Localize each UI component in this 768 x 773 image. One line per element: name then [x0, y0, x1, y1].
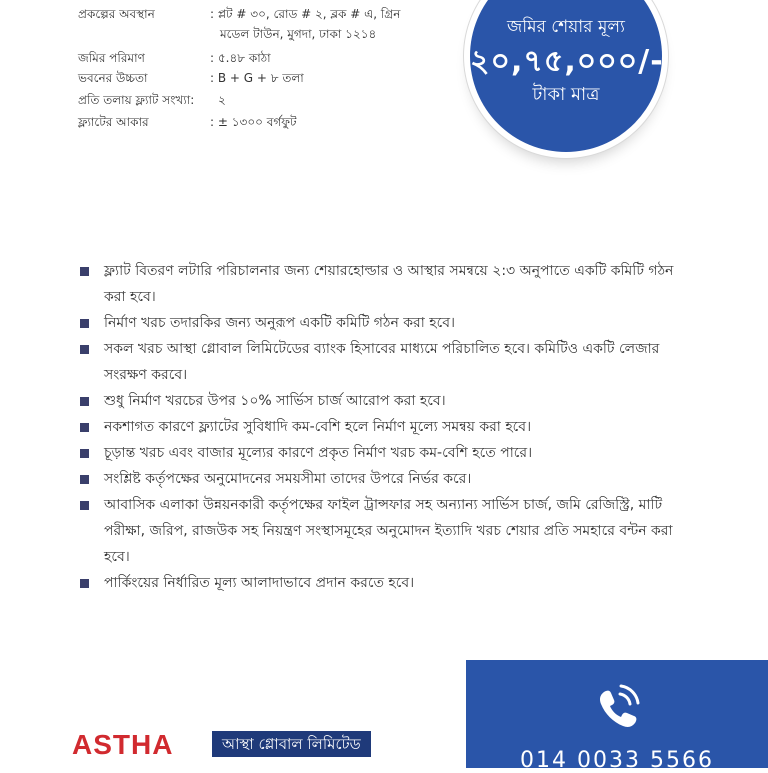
term-text: চূড়ান্ত খরচ এবং বাজার মূল্যের কারণে প্রকৃত নির্মাণ খরচ কম-বেশি হতে পারে। — [104, 445, 533, 461]
height-value: : B + G + ৮ তলা — [210, 71, 304, 85]
list-item — [78, 414, 698, 440]
size-value: : ± ১৩০০ বর্গফুট — [210, 115, 297, 129]
bullet-icon — [80, 267, 89, 276]
terms-list — [78, 258, 698, 596]
price-unit: টাকা মাত্র — [532, 84, 600, 105]
term-text: ফ্ল্যাট বিতরণ লটারি পরিচালনার জন্য শেয়ারহোল্ডার ও আস্থার সমন্বয়ে ২:৩ অনুপাতে একটি কমিটি গঠন করা হবে। — [104, 263, 674, 305]
bullet-icon — [80, 449, 89, 458]
term-text: সকল খরচ আস্থা গ্লোবাল লিমিটেডের ব্যাংক হিসাবের মাধ্যমে পরিচালিত হবে। কমিটিও একটি লেজার সংরক্ষণ করবে। — [104, 341, 660, 383]
bullet-icon — [80, 579, 89, 588]
bullet-icon — [80, 501, 89, 510]
term-text: শুধু নির্মাণ খরচের উপর ১০% সার্ভিস চার্জ আরোপ করা হবে। — [104, 393, 446, 409]
price-badge — [470, 0, 662, 152]
term-text: আবাসিক এলাকা উন্নয়নকারী কর্তৃপক্ষের ফাইল ট্রান্সফার সহ অন্যান্য সার্ভিস চার্জ, জমি রেজিস্ট্রি, মাটি পরীক্ষা, জরিপ, রাজউক সহ নিয়ন্ত্রণ সংস্থাসমূহের অনুমোদন ইত্যাদি খরচ শেয়ার প্রতি সমহারে বন্টন করা হবে। — [104, 497, 673, 565]
bullet-icon — [80, 475, 89, 484]
price-amount: ২০,৭৫,০০০/- — [470, 44, 664, 79]
bullet-icon — [80, 423, 89, 432]
list-item — [78, 570, 698, 596]
list-item — [78, 258, 698, 310]
price-line2: জমির শেয়ার মূল্য — [507, 17, 625, 37]
location-label: প্রকল্পের অবস্থান — [78, 7, 155, 21]
list-item — [78, 310, 698, 336]
brand-name-en: ASTHA — [72, 729, 174, 760]
bullet-icon — [80, 397, 89, 406]
height-label: ভবনের উচ্চতা — [78, 71, 148, 85]
phone-icon[interactable] — [588, 680, 644, 736]
term-text: নকশাগত কারণে ফ্ল্যাটের সুবিধাদি কম-বেশি হলে নির্মাণ মূল্যে সমন্বয় করা হবে। — [104, 419, 532, 435]
flats-label: প্রতি তলায় ফ্ল্যাট সংখ্যা: — [78, 93, 195, 107]
size-label: ফ্ল্যাটের আকার — [78, 115, 149, 129]
location-value: : প্লট # ৩০, রোড # ২, ব্লক # এ, গ্রিন — [210, 7, 401, 21]
location-value-line2: মডেল টাউন, মুগদা, ঢাকা ১২১৪ — [220, 27, 377, 41]
bullet-icon — [80, 345, 89, 354]
phone-number[interactable]: 014 0033 5566 — [520, 748, 714, 773]
term-text: পার্কিংয়ের নির্ধারিত মূল্য আলাদাভাবে প্রদান করতে হবে। — [104, 575, 415, 591]
bullet-icon — [80, 319, 89, 328]
flats-value: ২ — [218, 93, 226, 107]
list-item — [78, 466, 698, 492]
list-item — [78, 440, 698, 466]
list-item — [78, 336, 698, 388]
term-text: সংশ্লিষ্ট কর্তৃপক্ষের অনুমোদনের সময়সীমা তাদের উপরে নির্ভর করে। — [104, 471, 472, 487]
list-item — [78, 492, 698, 570]
land-value: : ৫.৪৮ কাঠা — [210, 51, 271, 65]
term-text: নির্মাণ খরচ তদারকির জন্য অনুরূপ একটি কমিটি গঠন করা হবে। — [104, 315, 456, 331]
contact-box — [466, 660, 768, 773]
land-label: জমির পরিমাণ — [78, 51, 145, 65]
list-item — [78, 388, 698, 414]
brand-name-bn: আস্থা গ্লোবাল লিমিটেড — [212, 731, 371, 757]
